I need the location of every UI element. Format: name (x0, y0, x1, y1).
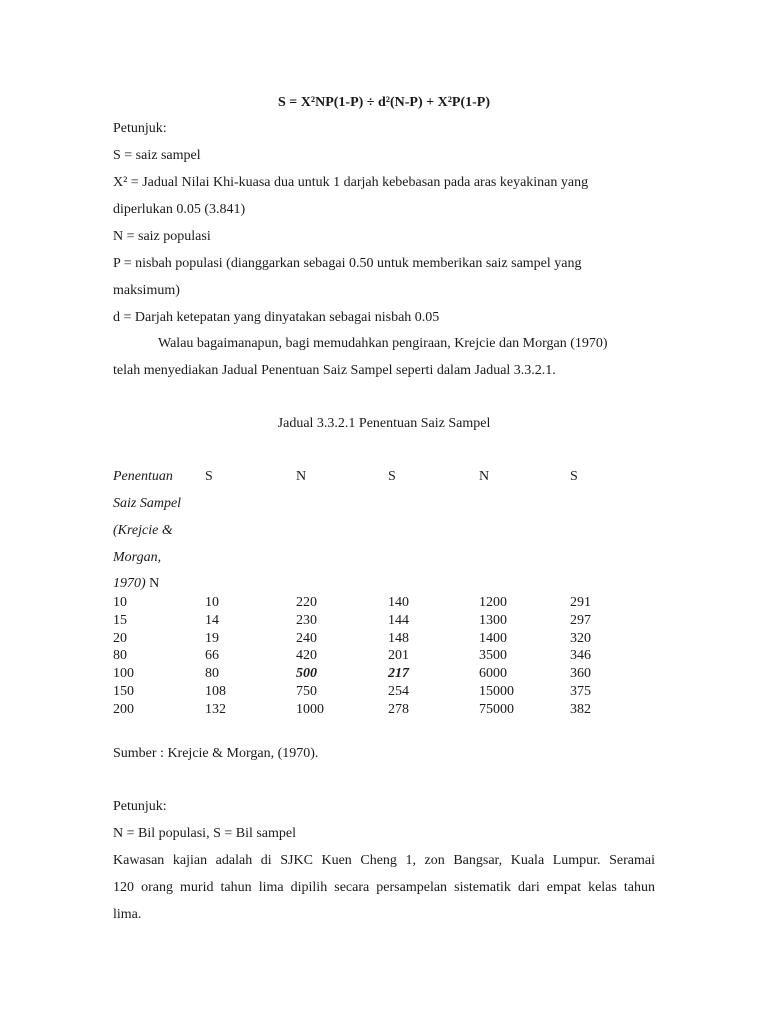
legend-p-line2: maksimum) (113, 283, 180, 298)
table-header-col4: N (479, 469, 490, 484)
table-header-label-line1: Penentuan (113, 469, 173, 484)
table-cell: 80 (205, 666, 219, 682)
table-cell: 20 (113, 630, 127, 646)
table-cell: 80 (113, 648, 127, 664)
legend-heading: Petunjuk: (113, 121, 167, 136)
table-cell: 201 (388, 648, 409, 664)
table-cell: 19 (205, 630, 219, 646)
table-header-label-line5 (113, 576, 159, 592)
notes-paragraph-line2: 120 orang murid tahun lima dipilih secara persampelan sistematik dari empat kelas tahun (113, 880, 655, 895)
table-cell: 291 (570, 595, 591, 610)
table-cell: 278 (388, 701, 409, 717)
table-cell: 750 (296, 684, 317, 699)
table-cell: 200 (113, 701, 134, 717)
table-header-label-line2: Saiz Sampel (113, 496, 182, 511)
table-caption: Jadual 3.3.2.1 Penentuan Saiz Sampel (277, 416, 491, 431)
notes-line1: N = Bil populasi, S = Bil sampel (113, 826, 297, 841)
table-cell: 66 (205, 648, 219, 664)
table-header-label-line3: (Krejcie & (113, 523, 173, 538)
sample-size-formula: S = X²NP(1-P) ÷ d²(N-P) + X²P(1-P) (278, 95, 490, 110)
paragraph-line1: Walau bagaimanapun, bagi memudahkan pengiraan, Krejcie dan Morgan (1970) (158, 336, 608, 351)
table-cell: 230 (296, 612, 317, 628)
table-header-col2: N (296, 469, 307, 484)
table-cell: 108 (205, 684, 226, 699)
table-cell: 375 (570, 684, 591, 699)
legend-d: d = Darjah ketepatan yang dinyatakan sebagai nisbah 0.05 (113, 310, 440, 325)
table-cell: 420 (296, 648, 317, 664)
table-cell: 10 (113, 595, 127, 610)
notes-paragraph-line1: Kawasan kajian adalah di SJKC Kuen Cheng 1, zon Bangsar, Kuala Lumpur. Seramai (113, 853, 655, 868)
table-cell: 254 (388, 684, 409, 699)
legend-s: S = saiz sampel (113, 148, 201, 163)
table-cell: 346 (570, 648, 591, 664)
table-cell: 3500 (479, 648, 507, 664)
notes-paragraph-line3: lima. (113, 907, 142, 922)
table-cell: 360 (570, 666, 591, 682)
table-cell: 240 (296, 630, 317, 646)
table-cell: 15 (113, 612, 127, 628)
legend-x2-line2: diperlukan 0.05 (3.841) (113, 202, 246, 217)
table-header-label-year: 1970) (113, 576, 146, 591)
table-header-label-n: N (145, 576, 160, 591)
legend-n: N = saiz populasi (113, 229, 211, 244)
table-cell: 150 (113, 684, 134, 699)
source-citation: Sumber : Krejcie & Morgan, (1970). (113, 746, 319, 761)
table-cell: 15000 (479, 684, 514, 699)
table-cell: 382 (570, 701, 591, 717)
table-cell: 100 (113, 666, 134, 682)
table-cell: 320 (570, 630, 591, 646)
table-cell: 148 (388, 630, 409, 646)
legend-x2-line1: X² = Jadual Nilai Khi-kuasa dua untuk 1 darjah kebebasan pada aras keyakinan yang (113, 175, 589, 190)
table-header-col5: S (570, 469, 578, 484)
table-cell: 10 (205, 595, 219, 610)
table-cell: 500 (296, 666, 317, 682)
table-header-col1: S (205, 469, 213, 484)
table-cell: 220 (296, 595, 317, 610)
table-cell: 75000 (479, 701, 514, 717)
legend-p-line1: P = nisbah populasi (dianggarkan sebagai 0.50 untuk memberikan saiz sampel yang (113, 256, 582, 271)
table-cell: 140 (388, 595, 409, 610)
table-cell: 14 (205, 612, 219, 628)
notes-heading: Petunjuk: (113, 799, 167, 814)
table-cell: 217 (388, 666, 409, 682)
table-cell: 1000 (296, 701, 324, 717)
table-cell: 1200 (479, 595, 507, 610)
table-header-label-line4: Morgan, (113, 550, 162, 565)
table-cell: 297 (570, 612, 591, 628)
table-cell: 1300 (479, 612, 507, 628)
table-cell: 132 (205, 701, 226, 717)
table-header-col3: S (388, 469, 396, 484)
table-cell: 144 (388, 612, 409, 628)
table-cell: 6000 (479, 666, 507, 682)
table-cell: 1400 (479, 630, 507, 646)
paragraph-line2: telah menyediakan Jadual Penentuan Saiz Sampel seperti dalam Jadual 3.3.2.1. (113, 363, 556, 378)
